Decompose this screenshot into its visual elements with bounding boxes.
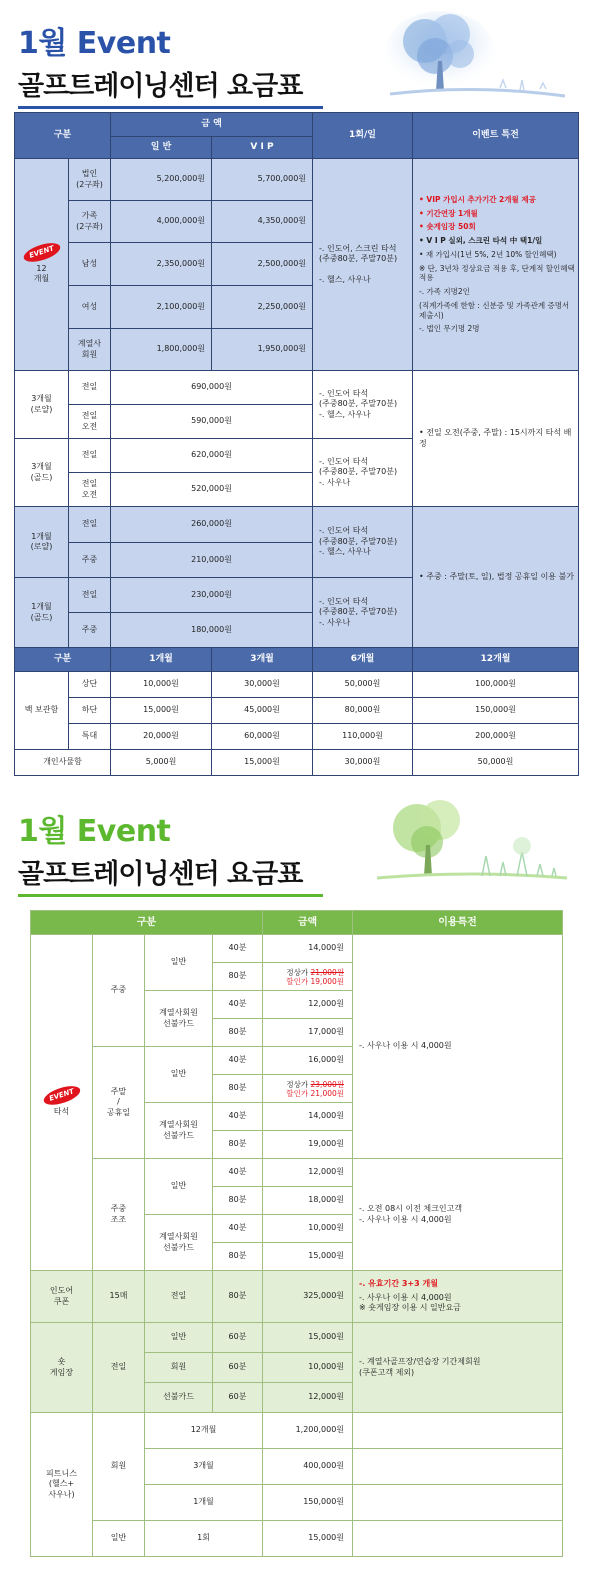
early-label: 주중 조조 xyxy=(93,1159,145,1271)
short-type: 전일 xyxy=(93,1323,145,1413)
member-type: 일반 xyxy=(145,1159,213,1215)
tasuk-label: 타석 xyxy=(53,1106,70,1116)
minutes: 60분 xyxy=(213,1323,263,1353)
minutes: 80분 xyxy=(213,1131,263,1159)
bag-price: 60,000원 xyxy=(212,724,313,750)
event-badge: EVENT xyxy=(21,239,61,265)
member-type: 회원 xyxy=(145,1353,213,1383)
group-usage: -. 인도어 타석 (주중80분, 주말70분) -. 사우나 xyxy=(313,439,413,507)
tasuk-label-cell xyxy=(31,935,93,1271)
group-label: 1개월 (골드) xyxy=(15,578,69,648)
minutes: 80분 xyxy=(213,1075,263,1103)
page-title: 골프트레이닝센터 요금표 xyxy=(18,859,303,890)
indoor-validity: -. 유효기간 3+3 개월 xyxy=(359,1279,438,1289)
sale-price: 19,000원 xyxy=(310,976,345,986)
header-benefit: 이벤트 특전 xyxy=(413,113,579,159)
price: 19,000원 xyxy=(263,1131,353,1159)
minutes: 60분 xyxy=(213,1383,263,1413)
facility-price-table xyxy=(30,910,563,1557)
membership-price-table xyxy=(14,112,579,776)
benefit-line: (직계가족에 한함 : 신분증 및 가족관계 증명서제출시) xyxy=(419,300,570,320)
vip-price: 2,250,000원 xyxy=(212,286,313,329)
bag-price: 20,000원 xyxy=(111,724,212,750)
green-tree-illustration-icon xyxy=(372,790,572,890)
bag-price: 100,000원 xyxy=(413,672,579,698)
type-cell: 계열사 회원 xyxy=(69,329,111,371)
type-cell: 주중 xyxy=(69,613,111,648)
indoor-minutes: 80분 xyxy=(213,1271,263,1323)
bag-price: 150,000원 xyxy=(413,698,579,724)
benefit-3m: • 전일 오전(주중, 주말) : 15시까지 타석 배정 xyxy=(413,371,579,507)
type-cell: 여성 xyxy=(69,286,111,329)
general-price: 1,800,000원 xyxy=(111,329,212,371)
indoor-price: 325,000원 xyxy=(263,1271,353,1323)
short-benefit: -. 계열사골프장/연습장 기간제회원 (쿠폰고객 제외) xyxy=(353,1323,563,1413)
price-cell: 590,000원 xyxy=(111,405,313,439)
fitness-period: 3개월 xyxy=(145,1449,263,1485)
early-benefit: -. 오전 08시 이전 체크인고객 -. 사우나 이용 시 4,000원 xyxy=(353,1159,563,1271)
minutes: 40분 xyxy=(213,1103,263,1131)
minutes: 80분 xyxy=(213,1243,263,1271)
bag-price: 80,000원 xyxy=(313,698,413,724)
price: 12,000원 xyxy=(263,1159,353,1187)
header-gubun: 구분 xyxy=(15,113,111,159)
header-general: 일 반 xyxy=(111,137,212,159)
benefit-line: • V I P 실외, 스크린 타석 中 택1/일 xyxy=(419,236,543,246)
benefit-line: -. 가족 지명2인 xyxy=(419,287,470,297)
type-cell: 전일 오전 xyxy=(69,405,111,439)
title-underline xyxy=(18,106,323,109)
group-usage: -. 인도어 타석 (주중80분, 주말70분) -. 헬스, 사우나 xyxy=(313,371,413,439)
twelve-month-label: 12 개월 xyxy=(33,263,50,284)
minutes: 80분 xyxy=(213,1187,263,1215)
fitness-period: 12개월 xyxy=(145,1413,263,1449)
price-cell: 520,000원 xyxy=(111,473,313,507)
bag-price: 45,000원 xyxy=(212,698,313,724)
discount-price xyxy=(263,1075,353,1103)
sale-label: 할인가 xyxy=(286,1088,309,1098)
fitness-price: 15,000원 xyxy=(263,1521,353,1557)
price-cell: 230,000원 xyxy=(111,578,313,613)
event-badge: EVENT xyxy=(41,1082,81,1108)
page-title: 골프트레이닝센터 요금표 xyxy=(18,71,303,102)
empty-cell xyxy=(353,1521,563,1557)
price: 14,000원 xyxy=(263,935,353,963)
price: 17,000원 xyxy=(263,1019,353,1047)
minutes: 80분 xyxy=(213,1019,263,1047)
benefit-line: • 기간연장 1개월 xyxy=(419,208,478,218)
event-title: 1월 Event xyxy=(18,26,171,61)
bag-header: 12개월 xyxy=(413,648,579,672)
price-cell: 210,000원 xyxy=(111,543,313,578)
price: 15,000원 xyxy=(263,1323,353,1353)
bag-price: 15,000원 xyxy=(111,698,212,724)
twelve-usage: -. 인도어, 스크린 타석 (주중80분, 주말70분) -. 헬스, 사우나 xyxy=(313,159,413,371)
bag-price: 50,000원 xyxy=(313,672,413,698)
type-cell: 전일 xyxy=(69,371,111,405)
indoor-count: 15매 xyxy=(93,1271,145,1323)
vip-price: 1,950,000원 xyxy=(212,329,313,371)
empty-cell xyxy=(353,1485,563,1521)
locker-price: 30,000원 xyxy=(313,750,413,776)
fitness-label: 피트니스 (헬스+ 사우나) xyxy=(31,1413,93,1557)
section2-title-block xyxy=(18,806,323,897)
group-label: 3개월 (로얄) xyxy=(15,371,69,439)
twelve-benefits xyxy=(413,159,579,371)
group-usage: -. 인도어 타석 (주중80분, 주말70분) -. 사우나 xyxy=(313,578,413,648)
bag-size: 하단 xyxy=(69,698,111,724)
minutes: 40분 xyxy=(213,1047,263,1075)
weekday-label: 주중 xyxy=(93,935,145,1047)
general-price: 2,100,000원 xyxy=(111,286,212,329)
bag-price: 10,000원 xyxy=(111,672,212,698)
locker-label: 개인사물함 xyxy=(15,750,111,776)
regular-label: 정상가 xyxy=(286,967,309,977)
bag-size: 상단 xyxy=(69,672,111,698)
benefit-1m: • 주중 : 주말(토, 일), 법정 공휴일 이용 불가 xyxy=(413,507,579,648)
tasuk-benefit: -. 사우나 이용 시 4,000원 xyxy=(353,935,563,1159)
member-type: 계열사회원 선불카드 xyxy=(145,1103,213,1159)
price: 12,000원 xyxy=(263,991,353,1019)
member-type: 일반 xyxy=(145,1047,213,1103)
general-price: 5,200,000원 xyxy=(111,159,212,201)
indoor-benefit xyxy=(353,1271,563,1323)
price: 16,000원 xyxy=(263,1047,353,1075)
event-title: 1월 Event xyxy=(18,814,171,849)
indoor-label: 인도어 쿠폰 xyxy=(31,1271,93,1323)
fitness-price: 150,000원 xyxy=(263,1485,353,1521)
vip-price: 5,700,000원 xyxy=(212,159,313,201)
vip-price: 2,500,000원 xyxy=(212,243,313,286)
bag-price: 200,000원 xyxy=(413,724,579,750)
bag-header: 1개월 xyxy=(111,648,212,672)
title-underline xyxy=(18,894,323,897)
indoor-type: 전일 xyxy=(145,1271,213,1323)
price: 18,000원 xyxy=(263,1187,353,1215)
regular-price: 21,000원 xyxy=(310,967,345,977)
group-usage: -. 인도어 타석 (주중80분, 주말70분) -. 헬스, 사우나 xyxy=(313,507,413,578)
sale-label: 할인가 xyxy=(286,976,309,986)
header-gubun: 구분 xyxy=(31,911,263,935)
minutes: 60분 xyxy=(213,1353,263,1383)
fitness-general-label: 일반 xyxy=(93,1521,145,1557)
benefit-line: • 재 가입시(1년 5%, 2년 10% 할인혜택) xyxy=(419,249,557,259)
fitness-period: 1개월 xyxy=(145,1485,263,1521)
price-cell: 260,000원 xyxy=(111,507,313,543)
benefit-line: -. 법인 무기명 2명 xyxy=(419,324,480,334)
tree-illustration-icon xyxy=(380,6,570,106)
member-type: 계열사회원 선불카드 xyxy=(145,1215,213,1271)
type-cell: 주중 xyxy=(69,543,111,578)
fitness-period: 1회 xyxy=(145,1521,263,1557)
price: 12,000원 xyxy=(263,1383,353,1413)
header-vip: V I P xyxy=(212,137,313,159)
locker-price: 50,000원 xyxy=(413,750,579,776)
member-type: 계열사회원 선불카드 xyxy=(145,991,213,1047)
bag-label: 백 보관함 xyxy=(15,672,69,750)
empty-cell xyxy=(353,1413,563,1449)
vip-price: 4,350,000원 xyxy=(212,201,313,243)
price-cell: 180,000원 xyxy=(111,613,313,648)
bag-header: 3개월 xyxy=(212,648,313,672)
minutes: 40분 xyxy=(213,1159,263,1187)
regular-label: 정상가 xyxy=(286,1079,309,1089)
type-cell: 전일 xyxy=(69,578,111,613)
fitness-price: 1,200,000원 xyxy=(263,1413,353,1449)
bag-header: 구분 xyxy=(15,648,111,672)
type-cell: 법인 (2구좌) xyxy=(69,159,111,201)
bag-size: 특대 xyxy=(69,724,111,750)
header-once: 1회/일 xyxy=(313,113,413,159)
section1-title-block xyxy=(18,18,323,109)
price-cell: 690,000원 xyxy=(111,371,313,405)
bag-header: 6개월 xyxy=(313,648,413,672)
member-type: 일반 xyxy=(145,935,213,991)
minutes: 40분 xyxy=(213,1215,263,1243)
member-type: 일반 xyxy=(145,1323,213,1353)
price: 10,000원 xyxy=(263,1353,353,1383)
type-cell: 전일 오전 xyxy=(69,473,111,507)
header-benefit: 이용특전 xyxy=(353,911,563,935)
benefit-line: ※ 단, 3년차 정상요금 적용 후, 단계적 할인혜택 적용 xyxy=(419,263,575,283)
benefit-line: • VIP 가입시 추가기간 2개월 제공 xyxy=(419,194,536,204)
benefit-line: • 숏게임장 50회 xyxy=(419,222,476,232)
minutes: 80분 xyxy=(213,963,263,991)
type-cell: 전일 xyxy=(69,507,111,543)
empty-cell xyxy=(353,1449,563,1485)
member-type: 선불카드 xyxy=(145,1383,213,1413)
twelve-month-label-cell xyxy=(15,159,69,371)
short-label: 숏 게임장 xyxy=(31,1323,93,1413)
weekend-label: 주말 / 공휴일 xyxy=(93,1047,145,1159)
locker-price: 5,000원 xyxy=(111,750,212,776)
group-label: 3개월 (골드) xyxy=(15,439,69,507)
bag-price: 30,000원 xyxy=(212,672,313,698)
price: 15,000원 xyxy=(263,1243,353,1271)
header-price: 금액 xyxy=(263,911,353,935)
price: 14,000원 xyxy=(263,1103,353,1131)
minutes: 40분 xyxy=(213,991,263,1019)
type-cell: 남성 xyxy=(69,243,111,286)
fitness-member-label: 회원 xyxy=(93,1413,145,1521)
fitness-price: 400,000원 xyxy=(263,1449,353,1485)
sale-price: 21,000원 xyxy=(310,1088,345,1098)
price: 10,000원 xyxy=(263,1215,353,1243)
bag-price: 110,000원 xyxy=(313,724,413,750)
price-cell: 620,000원 xyxy=(111,439,313,473)
minutes: 40분 xyxy=(213,935,263,963)
discount-price xyxy=(263,963,353,991)
indoor-benefit-text: -. 사우나 이용 시 4,000원 ※ 숏게임장 이용 시 일반요금 xyxy=(359,1292,461,1313)
type-cell: 전일 xyxy=(69,439,111,473)
group-label: 1개월 (로얄) xyxy=(15,507,69,578)
header-price: 금 액 xyxy=(111,113,313,137)
locker-price: 15,000원 xyxy=(212,750,313,776)
regular-price: 23,000원 xyxy=(310,1079,345,1089)
general-price: 4,000,000원 xyxy=(111,201,212,243)
type-cell: 가족 (2구좌) xyxy=(69,201,111,243)
general-price: 2,350,000원 xyxy=(111,243,212,286)
